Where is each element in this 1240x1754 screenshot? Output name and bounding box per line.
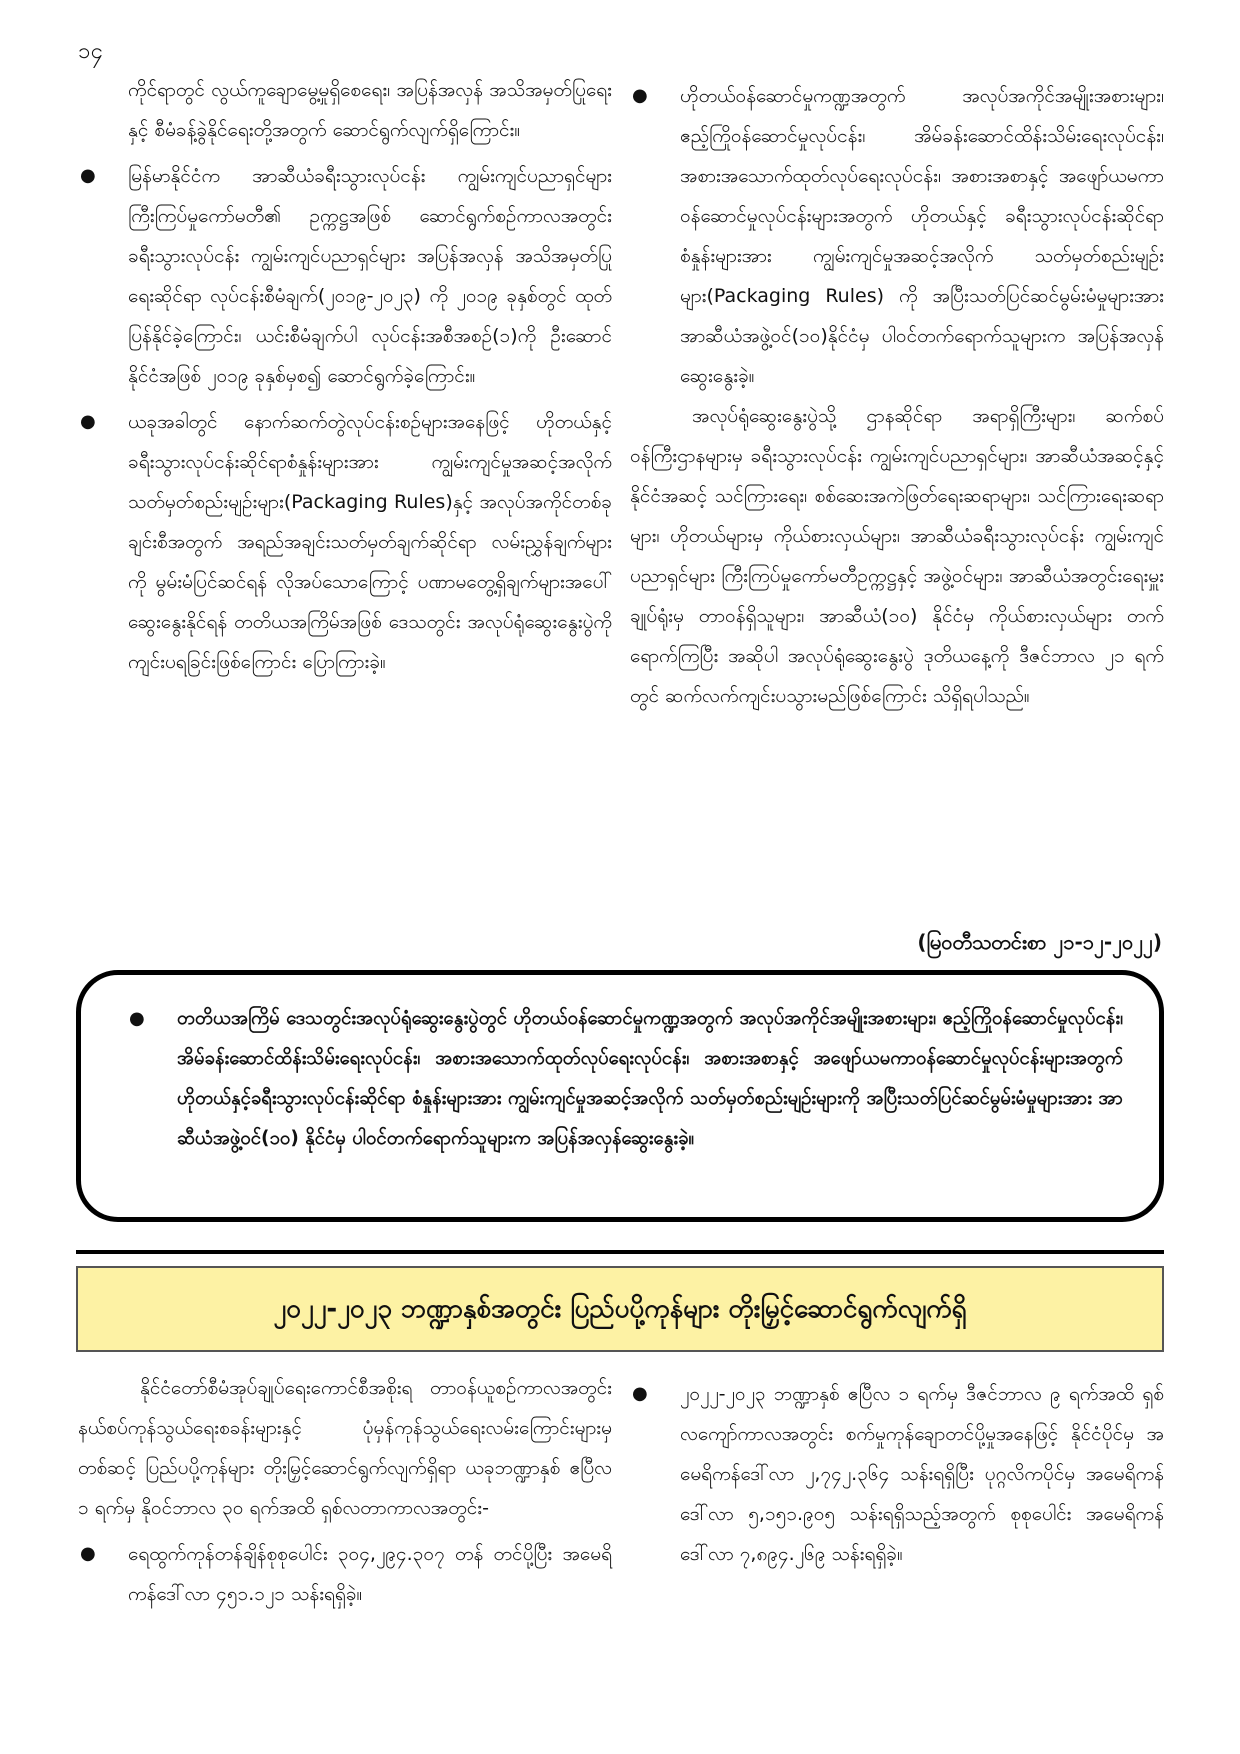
- top-left-column: [78, 70, 612, 682]
- top-right-column: [630, 70, 1164, 716]
- list-item: ● ယခုအခါတွင် နောက်ဆက်တွဲလုပ်ငန်းစဉ်များအနေဖြင့် ဟိုတယ်နှင့်ခရီးသွားလုပ်ငန်းဆိုင်ရာစံနှုန်းများအား ကျွမ်းကျင်မှုအဆင့်အလိုက် သတ်မှတ်စည်းမျဉ်းများ(Packaging Rules)နှင့် အလုပ်အကိုင်တစ်ခုချင်းစီအတွက် အရည်အချင်းသတ်မှတ်ချက်ဆိုင်ရာ လမ်းညွှန်ချက်များကို မွမ်းမံပြင်ဆင်ရန် လိုအပ်သောကြောင့် ပဏာမတွေ့ရှိချက်များအပေါ် ဆွေးနွေးနိုင်ရန် တတိယအကြိမ်အဖြစ် ဒေသတွင်း အလုပ်ရုံဆွေးနွေးပွဲကို ကျင်းပရခြင်းဖြစ်ကြောင်း ပြောကြားခဲ့။: [78, 402, 612, 682]
- list-item: ● ၂၀၂၂-၂၀၂၃ ဘဏ္ဍာနှစ် ဧပြီလ ၁ ရက်မှ ဒီဇင်ဘာလ ၉ ရက်အထိ ရှစ်လကျော်ကာလအတွင်း စက်မှုကုန်ချောတင်ပို့မှုအနေဖြင့် နိုင်ငံပိုင်မှ အမေရိကန်ဒေါ်လာ ၂,၇၄၂.၃၆၄ သန်းရရှိပြီး ပုဂ္ဂလိကပိုင်မှ အမေရိကန်ဒေါ်လာ ၅,၁၅၁.၉၀၅ သန်းရရှိသည့်အတွက် စုစုပေါင်း အမေရိကန်ဒေါ်လာ ၇,၈၉၄.၂၆၉ သန်းရရှိခဲ့။: [630, 1374, 1164, 1574]
- bottom-left-column: [78, 1368, 612, 1614]
- top-left-bullet-list: [78, 156, 612, 682]
- section-divider: [76, 1250, 1164, 1254]
- page-number: ၁၄: [78, 39, 103, 64]
- bottom-right-bullet-list: [630, 1374, 1164, 1574]
- body-paragraph: အလုပ်ရုံဆွေးနွေးပွဲသို့ ဌာနဆိုင်ရာ အရာရှိကြီးများ၊ ဆက်စပ်ဝန်ကြီးဌာနများမှ ခရီးသွားလုပ်ငန်း ကျွမ်းကျင်ပညာရှင်များ၊ အာဆီယံအဆင့်နှင့် နိုင်ငံအဆင့် သင်ကြားရေး၊ စစ်ဆေးအကဲဖြတ်ရေးဆရာများ၊ သင်ကြားရေးဆရာများ၊ ဟိုတယ်များမှ ကိုယ်စားလှယ်များ၊ အာဆီယံခရီးသွားလုပ်ငန်း ကျွမ်းကျင်ပညာရှင်များ ကြီးကြပ်မှုကော်မတီဥက္ကဋ္ဌနှင့် အဖွဲ့ဝင်များ၊ အာဆီယံအတွင်းရေးမှူးချုပ်ရုံးမှ တာဝန်ရှိသူများ၊ အာဆီယံ(၁၀) နိုင်ငံမှ ကိုယ်စားလှယ်များ တက်ရောက်ကြပြီး အဆိုပါ အလုပ်ရုံဆွေးနွေးပွဲ ဒုတိယနေ့ကို ဒီဇင်ဘာလ ၂၁ ရက်တွင် ဆက်လက်ကျင်းပသွားမည်ဖြစ်ကြောင်း သိရှိရပါသည်။: [630, 405, 1164, 707]
- body-paragraph: နိုင်ငံတော်စီမံအုပ်ချုပ်ရေးကောင်စီအစိုးရ တာဝန်ယူစဉ်ကာလအတွင်း နယ်စပ်ကုန်သွယ်ရေးစခန်းများနှင့် ပုံမှန်ကုန်သွယ်ရေးလမ်းကြောင်းများမှတစ်ဆင့် ပြည်ပပို့ကုန်များ တိုးမြှင့်ဆောင်ရွက်လျက်ရှိရာ ယခုဘဏ္ဍာနှစ် ဧပြီလ ၁ ရက်မှ နိုဝင်ဘာလ ၃၀ ရက်အထိ ရှစ်လတာကာလအတွင်း-: [78, 1377, 612, 1519]
- bottom-left-bullet-list: [78, 1534, 612, 1614]
- highlight-callout-box: [76, 970, 1164, 1222]
- source-citation: (မြဝတီသတင်းစာ ၂၁-၁၂-၂၀၂၂): [917, 930, 1162, 954]
- list-item: ● ဟိုတယ်ဝန်ဆောင်မှုကဏ္ဍအတွက် အလုပ်အကိုင်အမျိုးအစားများ၊ ဧည့်ကြိုဝန်ဆောင်မှုလုပ်ငန်း၊ အိမ်ခန်းဆောင်ထိန်းသိမ်းရေးလုပ်ငန်း၊ အစားအသောက်ထုတ်လုပ်ရေးလုပ်ငန်း၊ အစားအစာနှင့် အဖျော်ယမကာ ဝန်ဆောင်မှုလုပ်ငန်းများအတွက် ဟိုတယ်နှင့် ခရီးသွားလုပ်ငန်းဆိုင်ရာစံနှုန်းများအား ကျွမ်းကျင်မှုအဆင့်အလိုက် သတ်မှတ်စည်းမျဉ်းများ(Packaging Rules) ကို အပြီးသတ်ပြင်ဆင်မွမ်းမံမှုများအား အာဆီယံအဖွဲ့ဝင်(၁၀)နိုင်ငံမှ ပါဝင်တက်ရောက်သူများက အပြန်အလှန်ဆွေးနွေးခဲ့။: [630, 76, 1164, 396]
- callout-text: ● တတိယအကြိမ် ဒေသတွင်းအလုပ်ရုံဆွေးနွေးပွဲတွင် ဟိုတယ်ဝန်ဆောင်မှုကဏ္ဍအတွက် အလုပ်အကိုင်အမျိုးအစားများ၊ ဧည့်ကြိုဝန်ဆောင်မှုလုပ်ငန်း၊ အိမ်ခန်းဆောင်ထိန်းသိမ်းရေးလုပ်ငန်း၊ အစားအသောက်ထုတ်လုပ်ရေးလုပ်ငန်း၊ အစားအစာနှင့် အဖျော်ယမကာဝန်ဆောင်မှုလုပ်ငန်းများအတွက် ဟိုတယ်နှင့်ခရီးသွားလုပ်ငန်းဆိုင်ရာ စံနှုန်းများအား ကျွမ်းကျင်မှုအဆင့်အလိုက် သတ်မှတ်စည်းမျဉ်းများကို အပြီးသတ်ပြင်ဆင်မွမ်းမံမှုများအား အာဆီယံအဖွဲ့ဝင်(၁၀) နိုင်ငံမှ ပါဝင်တက်ရောက်သူများက အပြန်အလှန်ဆွေးနွေးခဲ့။: [129, 999, 1123, 1159]
- list-item: ● ရေထွက်ကုန်တန်ချိန်စုစုပေါင်း ၃၀၄,၂၉၄.၃၀၇ တန် တင်ပို့ပြီး အမေရိကန်ဒေါ်လာ ၄၅၁.၁၂၁ သန်းရရှိခဲ့။: [78, 1534, 612, 1614]
- bottom-right-column: [630, 1368, 1164, 1574]
- section-heading-text: ၂၀၂၂-၂၀၂၃ ဘဏ္ဍာနှစ်အတွင်း ပြည်ပပို့ကုန်များ တိုးမြှင့်ဆောင်ရွက်လျက်ရှိ: [273, 1294, 967, 1324]
- list-item: ● မြန်မာနိုင်ငံက အာဆီယံခရီးသွားလုပ်ငန်း ကျွမ်းကျင်ပညာရှင်များကြီးကြပ်မှုကော်မတီ၏ ဥက္ကဋ္ဌအဖြစ် ဆောင်ရွက်စဉ်ကာလအတွင်း ခရီးသွားလုပ်ငန်း ကျွမ်းကျင်ပညာရှင်များ အပြန်အလှန် အသိအမှတ်ပြုရေးဆိုင်ရာ လုပ်ငန်းစီမံချက်(၂၀၁၉-၂၀၂၃) ကို ၂၀၁၉ ခုနှစ်တွင် ထုတ်ပြန်နိုင်ခဲ့ကြောင်း၊ ယင်းစီမံချက်ပါ လုပ်ငန်းအစီအစဉ်(၁)ကို ဦးဆောင်နိုင်ငံအဖြစ် ၂၀၁၉ ခုနှစ်မှစ၍ ဆောင်ရွက်ခဲ့ကြောင်း။: [78, 156, 612, 396]
- section-heading: [76, 1266, 1164, 1352]
- top-right-bullet-list: [630, 76, 1164, 396]
- continuation-paragraph: ကိုင်ရာတွင် လွယ်ကူချောမွေ့မှုရှိစေရေး၊ အပြန်အလှန် အသိအမှတ်ပြုရေးနှင့် စီမံခန့်ခွဲနိုင်ရေးတို့အတွက် ဆောင်ရွက်လျက်ရှိကြောင်း။: [128, 79, 612, 141]
